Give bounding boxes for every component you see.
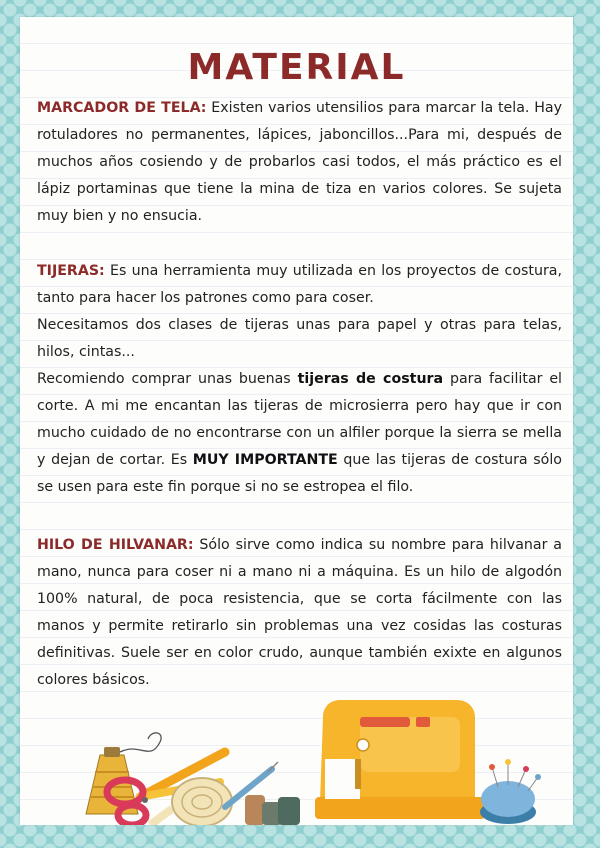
sewing-illustrations xyxy=(20,17,573,825)
section-text: Es una herramienta muy utilizada en los proyectos de costura, tanto para hacer los patrones como para coser. xyxy=(37,263,562,306)
section-label: MARCADOR DE TELA: xyxy=(37,100,207,116)
pincushion-icon xyxy=(480,759,541,824)
emphasis-text: tijeras de costura xyxy=(297,371,444,387)
page-title: MATERIAL xyxy=(187,47,406,88)
section-text: que las tijeras de costura sólo se usen para este fin porque si no se estropea el filo. xyxy=(37,452,562,495)
emphasis-text: MUY IMPORTANTE xyxy=(192,452,338,468)
section-text: Existen varios utensilios para marcar la tela. Hay rotuladores no permanentes, lápices, jaboncillos...Para mi, después de muchos años cosiendo y de probarlos casi todos, el más práctico es el lápiz portaminas que tiene la mina de tiza en varios colores. Se sujeta muy bien y no ensucia. xyxy=(37,100,562,224)
page-sheet xyxy=(20,17,573,825)
section-text: Recomiendo comprar unas buenas xyxy=(37,371,298,387)
section-text: Necesitamos dos clases de tijeras unas para papel y otras para telas, hilos, cintas... xyxy=(37,317,562,360)
section-label: HILO DE HILVANAR: xyxy=(37,537,194,553)
sewing-machine-icon xyxy=(315,700,485,819)
thread-spools-icon xyxy=(245,795,300,825)
section-label: TIJERAS: xyxy=(37,263,105,279)
section-text: para facilitar el corte. A mi me encantan las tijeras de microsierra pero hay que ir con mucho cuidado de no encontrarse con un alfiler porque la sierra se mella y dejan de cortar. Es xyxy=(37,371,562,468)
section-text: Sólo sirve como indica su nombre para hilvanar a mano, nunca para coser ni a mano ni a máquina. Es un hilo de algodón 100% natural, de poca resistencia, que se corta fácilmente con las manos y permite retirarlo sin problemas una vez cosidas las costuras definitivas. Suele ser en color crudo, aunque también exixte en algunos colores básicos. xyxy=(37,537,562,688)
